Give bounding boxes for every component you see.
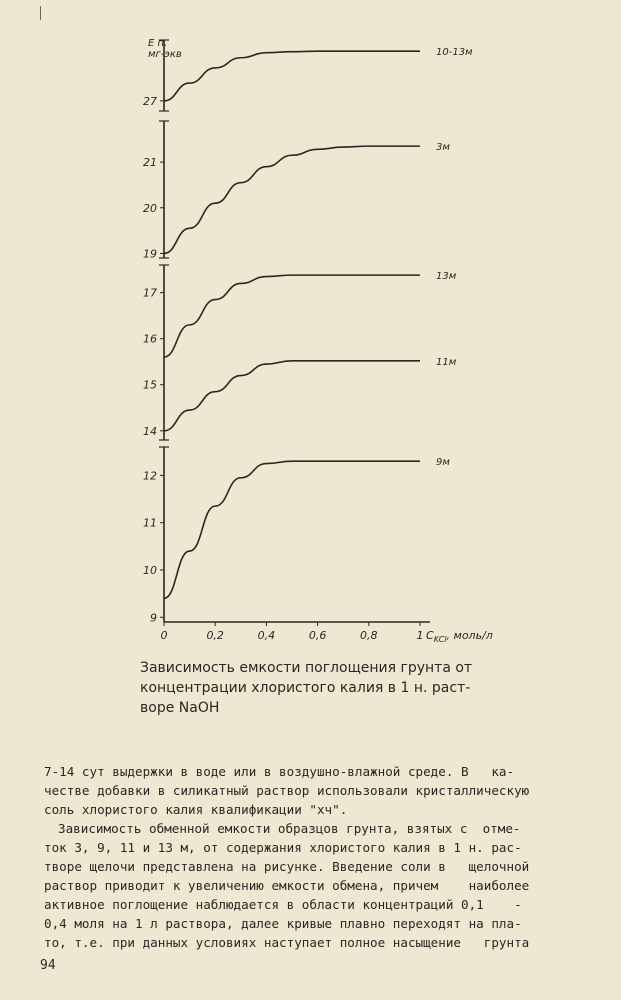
caption-line-2: концентрации хлористого калия в 1 н. раст-: [140, 680, 471, 696]
y-axis-label-line-2: мг-экв: [148, 49, 182, 60]
body-line-6: творе щелочи представлена на рисунке. Введение соли в щелочной: [44, 859, 530, 874]
curve-3м: [164, 146, 420, 253]
body-line-4: Зависимость обменной емкости образцов грунта, взятых с отме-: [58, 821, 521, 836]
body-line-7: раствор приводит к увеличению емкости обмена, причем наиболее: [44, 878, 530, 893]
y-axis-label-line-1: Е п.: [148, 38, 168, 49]
y-tick-label: 17: [143, 286, 157, 300]
body-line-1: 7-14 сут выдержки в воде или в воздушно-влажной среде. В ка-: [44, 764, 515, 779]
body-text: [44, 762, 584, 952]
body-line-8: активное поглощение наблюдается в области концентраций 0,1 -: [44, 897, 522, 912]
series-label-9м: 9м: [436, 457, 450, 469]
x-axis-label: $C_{KCl}$, моль/л: [426, 629, 493, 644]
series-label-13м: 13м: [436, 271, 457, 283]
y-tick-label: 19: [143, 247, 157, 261]
y-tick-label: 12: [143, 469, 157, 483]
y-tick-label: 27: [143, 94, 157, 108]
x-tick-label: 0,8: [360, 629, 378, 642]
x-tick-label: 0,4: [257, 629, 276, 642]
caption-line-3: воре NaOH: [140, 700, 220, 716]
curve-13м: [164, 275, 420, 357]
x-tick-label: 0: [160, 629, 168, 642]
body-line-3: соль хлористого калия квалификации "хч".: [44, 802, 348, 817]
body-line-5: ток 3, 9, 11 и 13 м, от содержания хлористого калия в 1 н. рас-: [44, 840, 522, 855]
y-tick-label: 11: [143, 516, 157, 530]
y-tick-label: 21: [143, 156, 157, 170]
y-tick-label: 14: [143, 424, 157, 438]
curve-9м: [164, 461, 420, 598]
y-tick-label: 15: [143, 378, 157, 392]
y-tick-label: 10: [143, 563, 157, 577]
curve-10-13м: [164, 51, 420, 101]
series-label-10-13м: 10-13м: [436, 47, 473, 59]
body-line-9: 0,4 моля на 1 л раствора, далее кривые плавно переходят на пла-: [44, 916, 522, 931]
y-tick-label: 20: [143, 201, 157, 215]
x-tick-label: 1: [416, 629, 424, 642]
y-tick-label: 9: [150, 611, 157, 625]
body-line-10: то, т.е. при данных условиях наступает полное насыщение грунта: [44, 935, 530, 950]
figure-caption: [140, 658, 490, 718]
x-tick-label: 0,6: [308, 629, 327, 642]
page-number: 94: [40, 958, 56, 973]
curve-11м: [164, 361, 420, 431]
series-label-3м: 3м: [436, 142, 450, 154]
series-label-11м: 11м: [436, 356, 457, 368]
caption-line-1: Зависимость емкости поглощения грунта от: [140, 660, 473, 676]
x-tick-label: 0,2: [206, 629, 224, 642]
y-tick-label: 16: [143, 332, 157, 346]
body-line-2: честве добавки в силикатный раствор использовали кристаллическую: [44, 783, 530, 798]
